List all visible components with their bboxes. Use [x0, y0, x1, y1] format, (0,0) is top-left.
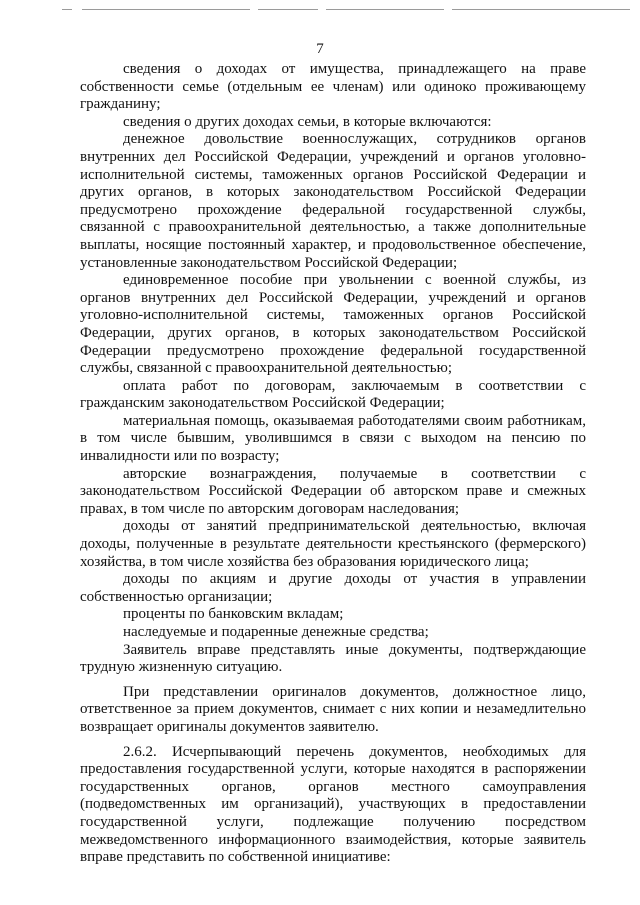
- paragraph: единовременное пособие при увольнении с военной службы, из органов внутренних дел Российской Федерации, учреждений и органов уголовно-исполнительной системы, таможенных органов Российской Федерации, других органов, в которых законодательством Российской Федерации предусмотрено прохождение федеральной государственной службы, связанной с правоохранительной деятельностью;: [80, 272, 586, 377]
- paragraph: сведения о доходах от имущества, принадлежащего на праве собственности семье (отдельным ее членам) или одиноко проживающему гражданину;: [80, 61, 586, 113]
- paragraph: сведения о других доходах семьи, в которые включаются:: [123, 113, 492, 130]
- document-body: [80, 61, 586, 867]
- page-number: 7: [316, 41, 324, 57]
- paragraph: 2.6.2. Исчерпывающий перечень документов, необходимых для предоставления государственной услуги, которые находятся в распоряжении государственных органов, органов местного самоуправления (подведомственных им организаций), участвующих в предоставлении государственной услуги, подлежащие получению посредством межведомственного информационного взаимодействия, которые заявитель вправе представить по собственной инициативе:: [80, 743, 586, 866]
- scan-artifact-line: [62, 9, 72, 10]
- scan-artifact-line: [326, 9, 444, 10]
- scan-artifact-line: [82, 9, 250, 10]
- paragraph: наследуемые и подаренные денежные средства;: [123, 624, 429, 640]
- paragraph: доходы от занятий предпринимательской деятельностью, включая доходы, полученные в результате деятельности крестьянского (фермерского) хозяйства, в том числе хозяйства без образования юридического лица;: [80, 518, 586, 570]
- scan-artifact-line: [258, 9, 318, 10]
- paragraph: оплата работ по договорам, заключаемым в соответствии с гражданским законодательством Российской Федерации;: [80, 377, 586, 412]
- paragraph: доходы по акциям и другие доходы от участия в управлении собственностью организации;: [80, 571, 586, 605]
- paragraph: материальная помощь, оказываемая работодателями своим работникам, в том числе бывшим, уволившимся в связи с выходом на пенсию по инвалидности или по возрасту;: [80, 412, 586, 465]
- scan-artifact-line: [452, 9, 630, 10]
- paragraph: Заявитель вправе представлять иные документы, подтверждающие трудную жизненную ситуацию.: [80, 641, 586, 676]
- paragraph: денежное довольствие военнослужащих, сотрудников органов внутренних дел Российской Федерации, учреждений и органов уголовно-исполнительной системы, таможенных органов Российской Федерации и других органов, в которых законодательством Российской Федерации предусмотрено прохождение федеральной государственной службы, связанной с правоохранительной деятельностью, а также дополнительные выплаты, носящие постоянный характер, и продовольственное обеспечение, установленные законодательством Российской Федерации;: [80, 131, 586, 271]
- paragraph: авторские вознаграждения, получаемые в соответствии с законодательством Российской Федерации об авторском праве и смежных правах, в том числе по авторским договорам наследования;: [80, 465, 586, 517]
- paragraph: проценты по банковским вкладам;: [123, 606, 344, 623]
- paragraph: При представлении оригиналов документов, должностное лицо, ответственное за прием документов, снимает с них копии и незамедлительно возвращает оригиналы документов заявителю.: [80, 683, 586, 735]
